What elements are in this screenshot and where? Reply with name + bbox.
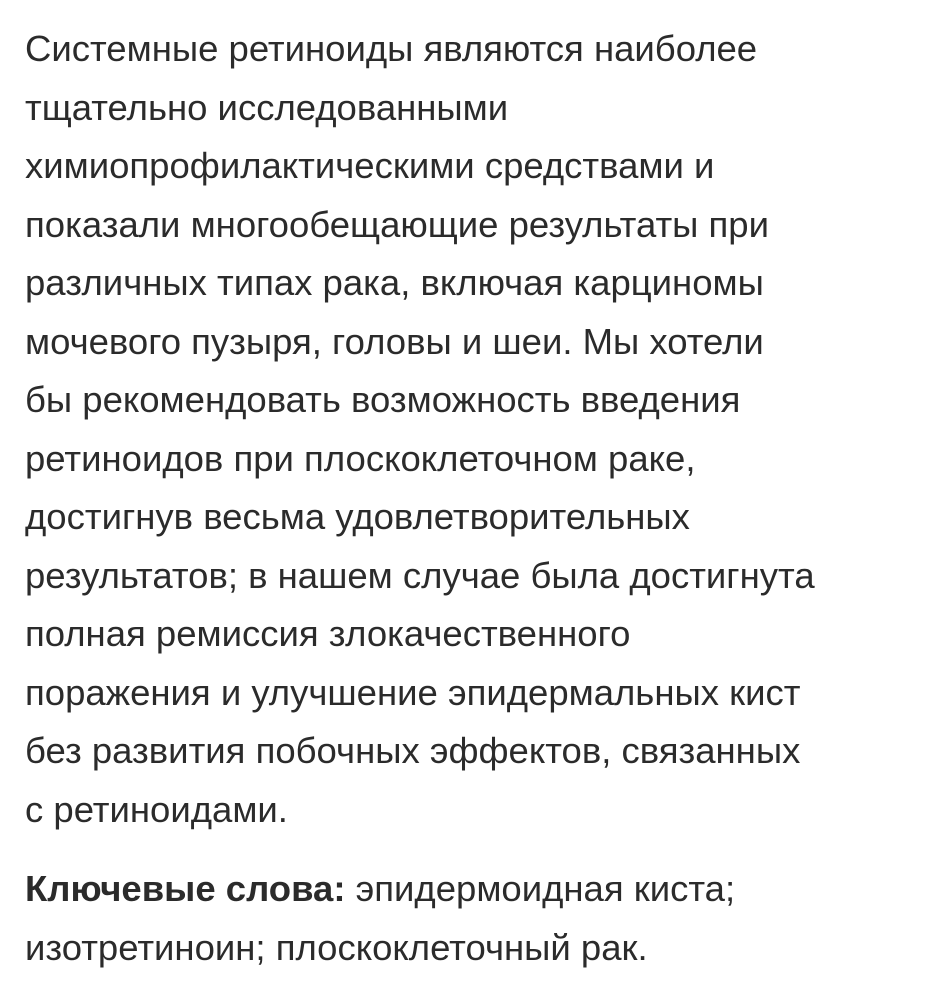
abstract-line: показали многообещающие результаты при (25, 203, 769, 245)
abstract-line: результатов; в нашем случае была достигнута (25, 554, 815, 596)
abstract-line: бы рекомендовать возможность введения (25, 379, 741, 420)
abstract-line: тщательно исследованными (25, 86, 509, 128)
abstract-line: достигнув весьма удовлетворительных (25, 496, 690, 537)
abstract-line: с ретиноидами. (25, 788, 288, 830)
keywords-line-2: изотретиноин; плоскоклеточный рак. (25, 926, 648, 968)
abstract-line: поражения и улучшение эпидермальных кист (25, 671, 801, 713)
abstract-line: без развития побочных эффектов, связанных (25, 730, 801, 771)
abstract-line: различных типах рака, включая карциномы (25, 262, 764, 303)
abstract-line: химиопрофилактическими средствами и (25, 145, 715, 186)
keywords-line-1 (25, 860, 915, 919)
abstract-line: Системные ретиноиды являются наиболее (25, 28, 758, 69)
keywords-label: Ключевые слова: (25, 868, 346, 909)
keywords-block (25, 860, 915, 977)
abstract-line: мочевого пузыря, головы и шеи. Мы хотели (25, 320, 764, 362)
abstract-paragraph (25, 20, 915, 839)
abstract-line: полная ремиссия злокачественного (25, 613, 631, 654)
abstract-line: ретиноидов при плоскоклеточном раке, (25, 437, 696, 479)
keywords-text: эпидермоидная киста; (345, 868, 736, 909)
